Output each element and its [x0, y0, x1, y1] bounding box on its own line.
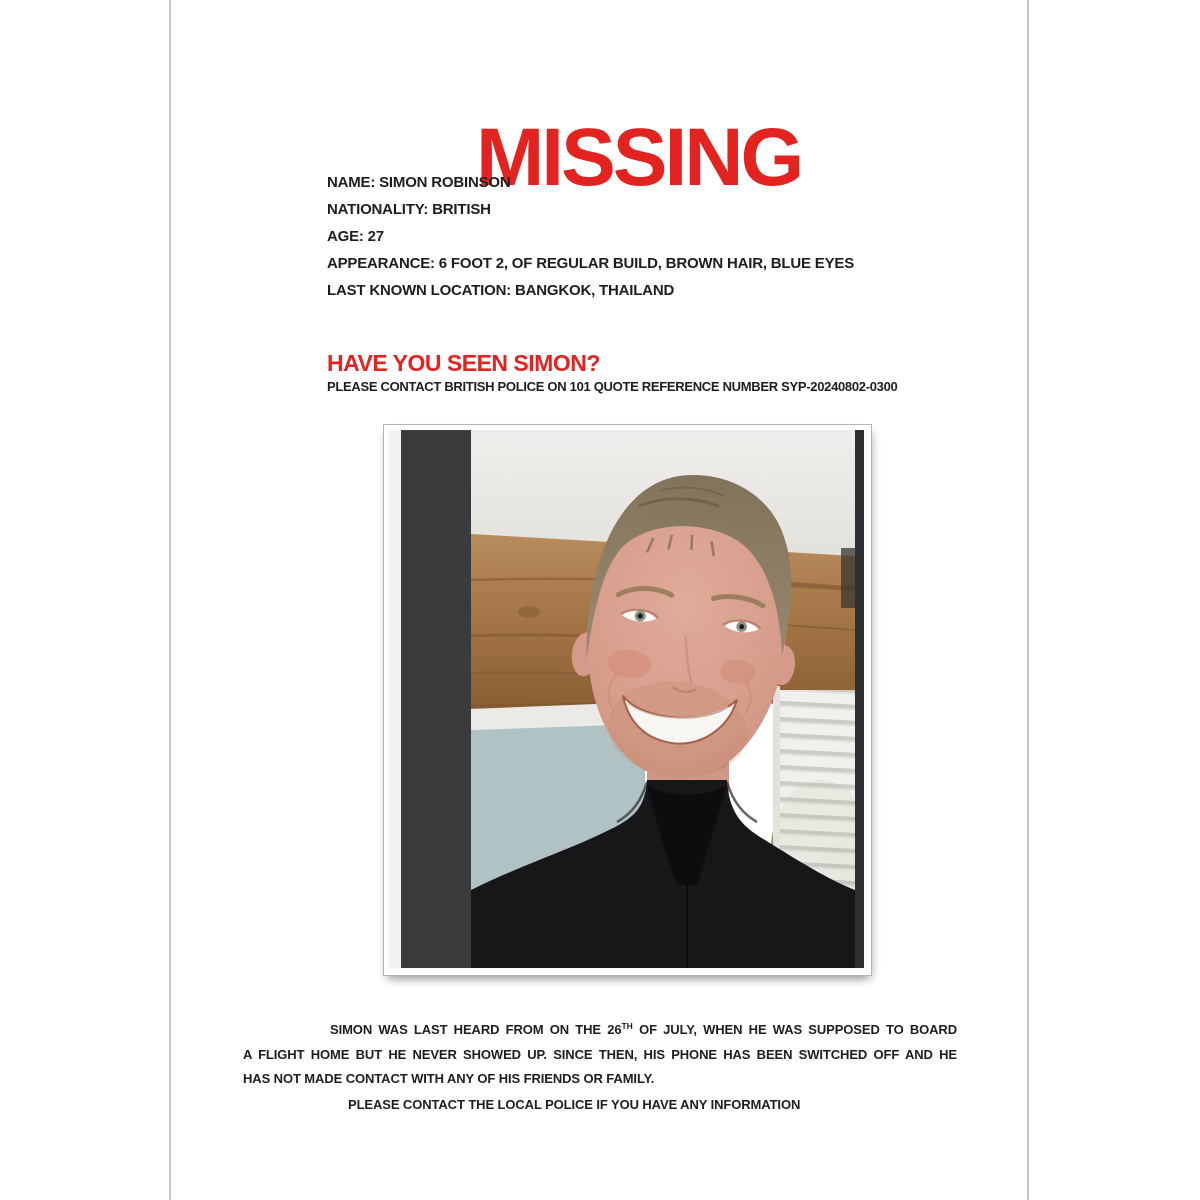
detail-line-age: AGE: 27 [327, 228, 384, 245]
body-line: HAS NOT MADE CONTACT WITH ANY OF HIS FRIENDS OR FAMILY. [243, 1071, 655, 1086]
footer-line: PLEASE CONTACT THE LOCAL POLICE IF YOU HAVE ANY INFORMATION [348, 1097, 801, 1112]
missing-person-photo-frame [383, 424, 872, 976]
body-line1-pre: SIMON WAS LAST HEARD FROM ON THE 26 [330, 1022, 622, 1037]
poster-page [169, 0, 1029, 1200]
detail-line-nationality: NATIONALITY: BRITISH [327, 201, 491, 218]
detail-line-location: LAST KNOWN LOCATION: BANGKOK, THAILAND [327, 282, 675, 299]
body-paragraph [243, 1018, 957, 1091]
body-line1-post: OF JULY, WHEN HE WAS SUPPOSED TO BOARD [632, 1022, 957, 1037]
detail-line-name: NAME: SIMON ROBINSON [327, 174, 511, 191]
details-block [327, 169, 854, 304]
portrait-illustration [389, 430, 864, 968]
body-line [243, 1018, 957, 1043]
poster-title: MISSING [476, 111, 802, 203]
body-line: A FLIGHT HOME BUT HE NEVER SHOWED UP. SINCE THEN, HIS PHONE HAS BEEN SWITCHED OFF AND HE [243, 1047, 957, 1062]
ordinal-superscript: TH [621, 1021, 633, 1031]
question-heading: HAVE YOU SEEN SIMON? [327, 350, 600, 377]
detail-line-appearance: APPEARANCE: 6 FOOT 2, OF REGULAR BUILD, BROWN HAIR, BLUE EYES [327, 255, 854, 272]
contact-line: PLEASE CONTACT BRITISH POLICE ON 101 QUOTE REFERENCE NUMBER SYP-20240802-0300 [327, 379, 898, 394]
